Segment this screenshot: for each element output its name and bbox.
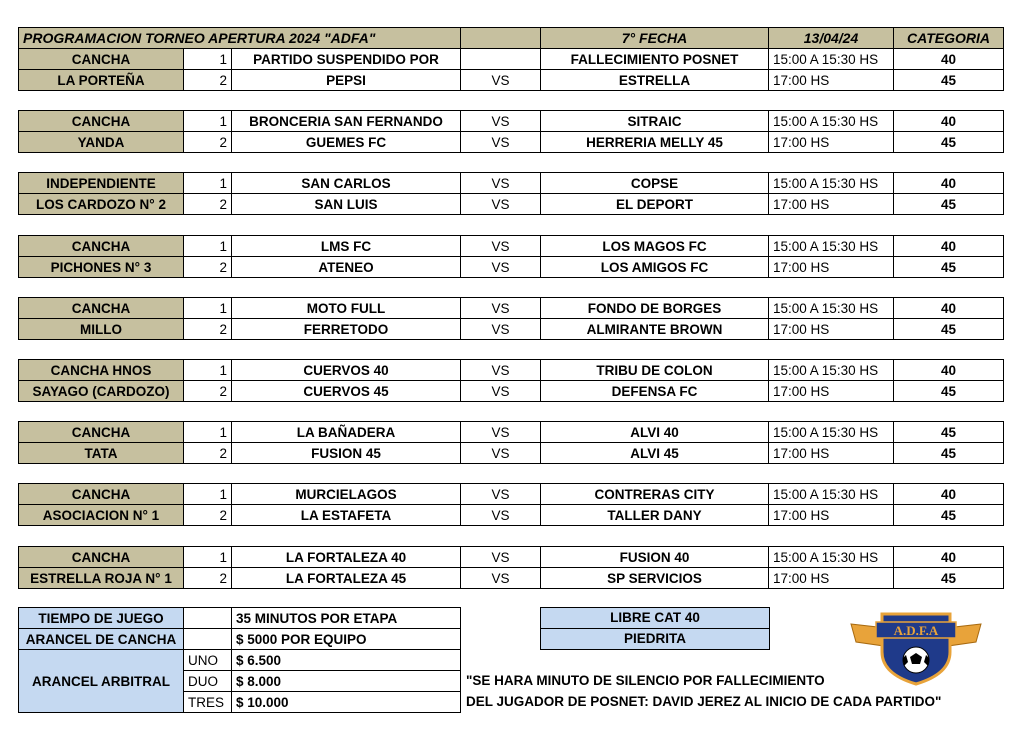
- match-time: 15:00 A 15:30 HS: [769, 360, 894, 381]
- home-team: CUERVOS 40: [232, 360, 461, 381]
- match-number: 2: [184, 132, 232, 153]
- match-row: [19, 443, 1004, 464]
- venue-block: [18, 421, 1004, 464]
- match-category: 40: [894, 49, 1004, 70]
- vs-label: VS: [461, 257, 541, 278]
- match-number: 2: [184, 443, 232, 464]
- match-category: 45: [894, 568, 1004, 589]
- vs-label: VS: [461, 194, 541, 215]
- away-team: LOS AMIGOS FC: [541, 257, 769, 278]
- match-number: 1: [184, 298, 232, 319]
- vs-label: VS: [461, 547, 541, 568]
- arbitral-uno-label: UNO: [184, 650, 232, 671]
- away-team: EL DEPORT: [541, 194, 769, 215]
- header-row: [18, 27, 1004, 49]
- match-number: 1: [184, 422, 232, 443]
- match-row: [19, 49, 1004, 70]
- match-number: 2: [184, 568, 232, 589]
- match-category: 45: [894, 194, 1004, 215]
- libre-box: [540, 607, 770, 650]
- vs-label: VS: [461, 360, 541, 381]
- match-category: 40: [894, 547, 1004, 568]
- away-team: COPSE: [541, 173, 769, 194]
- arancel-arbitral-label: ARANCEL ARBITRAL: [19, 650, 184, 713]
- arancel-cancha-value: $ 5000 POR EQUIPO: [232, 629, 461, 650]
- venue-block: [18, 110, 1004, 153]
- match-time: 17:00 HS: [769, 568, 894, 589]
- venue-block: [18, 172, 1004, 215]
- venue-block: [18, 359, 1004, 402]
- date-label: 13/04/24: [769, 28, 894, 49]
- note-line-2: DEL JUGADOR DE POSNET: DAVID JEREZ AL INICIO DE CADA PARTIDO": [466, 694, 942, 709]
- arbitral-uno-value: $ 6.500: [232, 650, 461, 671]
- match-row: [19, 422, 1004, 443]
- venue-block: [18, 48, 1004, 91]
- venue-name-line-1: CANCHA HNOS: [19, 360, 184, 381]
- venue-name-line-1: CANCHA: [19, 111, 184, 132]
- venue-name-line-2: ASOCIACION N° 1: [19, 505, 184, 526]
- match-category: 45: [894, 505, 1004, 526]
- vs-label: VS: [461, 443, 541, 464]
- match-number: 2: [184, 257, 232, 278]
- match-time: 17:00 HS: [769, 505, 894, 526]
- venue-block: [18, 546, 1004, 589]
- match-row: [19, 360, 1004, 381]
- match-row: [19, 132, 1004, 153]
- match-category: 45: [894, 422, 1004, 443]
- adfa-logo-icon: [846, 606, 986, 686]
- away-team: SITRAIC: [541, 111, 769, 132]
- match-time: 17:00 HS: [769, 443, 894, 464]
- match-row: [19, 319, 1004, 340]
- away-team: HERRERIA MELLY 45: [541, 132, 769, 153]
- home-team: ATENEO: [232, 257, 461, 278]
- arbitral-duo-label: DUO: [184, 671, 232, 692]
- match-time: 17:00 HS: [769, 381, 894, 402]
- venue-name-line-2: MILLO: [19, 319, 184, 340]
- match-number: 1: [184, 236, 232, 257]
- match-time: 15:00 A 15:30 HS: [769, 111, 894, 132]
- vs-label: VS: [461, 111, 541, 132]
- home-team: FUSION 45: [232, 443, 461, 464]
- match-number: 1: [184, 111, 232, 132]
- match-row: [19, 70, 1004, 91]
- match-category: 45: [894, 70, 1004, 91]
- match-number: 1: [184, 49, 232, 70]
- arbitral-duo-value: $ 8.000: [232, 671, 461, 692]
- match-category: 40: [894, 236, 1004, 257]
- venue-name-line-2: ESTRELLA ROJA N° 1: [19, 568, 184, 589]
- match-time: 17:00 HS: [769, 319, 894, 340]
- home-team: MURCIELAGOS: [232, 484, 461, 505]
- libre-category: LIBRE CAT 40: [610, 610, 700, 625]
- match-time: 15:00 A 15:30 HS: [769, 484, 894, 505]
- away-team: ALVI 45: [541, 443, 769, 464]
- match-number: 2: [184, 505, 232, 526]
- match-time: 15:00 A 15:30 HS: [769, 298, 894, 319]
- vs-label: VS: [461, 173, 541, 194]
- home-team: LMS FC: [232, 236, 461, 257]
- match-number: 1: [184, 547, 232, 568]
- match-category: 45: [894, 132, 1004, 153]
- away-team: ESTRELLA: [541, 70, 769, 91]
- header-blank: [461, 28, 541, 49]
- home-team: GUEMES FC: [232, 132, 461, 153]
- away-team: FONDO DE BORGES: [541, 298, 769, 319]
- home-team: LA ESTAFETA: [232, 505, 461, 526]
- match-category: 40: [894, 111, 1004, 132]
- venue-name-line-1: CANCHA: [19, 49, 184, 70]
- match-number: 1: [184, 360, 232, 381]
- home-team: LA BAÑADERA: [232, 422, 461, 443]
- match-number: 2: [184, 319, 232, 340]
- match-category: 40: [894, 484, 1004, 505]
- venue-name-line-2: LA PORTEÑA: [19, 70, 184, 91]
- match-row: [19, 298, 1004, 319]
- vs-label: VS: [461, 568, 541, 589]
- vs-label: VS: [461, 132, 541, 153]
- home-team: BRONCERIA SAN FERNANDO: [232, 111, 461, 132]
- info-table: [18, 607, 461, 713]
- categoria-header: CATEGORIA: [894, 28, 1004, 49]
- home-team: CUERVOS 45: [232, 381, 461, 402]
- match-number: 1: [184, 173, 232, 194]
- match-number: 2: [184, 194, 232, 215]
- match-time: 15:00 A 15:30 HS: [769, 422, 894, 443]
- match-row: [19, 381, 1004, 402]
- away-team: LOS MAGOS FC: [541, 236, 769, 257]
- vs-label: VS: [461, 319, 541, 340]
- venue-block: [18, 297, 1004, 340]
- away-team: FUSION 40: [541, 547, 769, 568]
- venue-name-line-1: CANCHA: [19, 298, 184, 319]
- venue-name-line-2: SAYAGO (CARDOZO): [19, 381, 184, 402]
- libre-team: PIEDRITA: [541, 628, 769, 649]
- match-row: [19, 173, 1004, 194]
- info-blank: [184, 608, 232, 629]
- vs-label: [461, 49, 541, 70]
- match-number: 2: [184, 70, 232, 91]
- match-category: 40: [894, 360, 1004, 381]
- match-row: [19, 194, 1004, 215]
- match-row: [19, 484, 1004, 505]
- venue-name-line-2: TATA: [19, 443, 184, 464]
- match-number: 1: [184, 484, 232, 505]
- vs-label: VS: [461, 381, 541, 402]
- match-category: 45: [894, 257, 1004, 278]
- home-team: SAN CARLOS: [232, 173, 461, 194]
- match-category: 45: [894, 319, 1004, 340]
- away-team: ALMIRANTE BROWN: [541, 319, 769, 340]
- venue-name-line-1: CANCHA: [19, 484, 184, 505]
- match-number: 2: [184, 381, 232, 402]
- away-team: FALLECIMIENTO POSNET: [541, 49, 769, 70]
- away-team: DEFENSA FC: [541, 381, 769, 402]
- vs-label: VS: [461, 236, 541, 257]
- vs-label: VS: [461, 422, 541, 443]
- note-line-1: "SE HARA MINUTO DE SILENCIO POR FALLECIMIENTO: [466, 673, 825, 688]
- away-team: ALVI 40: [541, 422, 769, 443]
- venue-block: [18, 235, 1004, 278]
- venue-name-line-1: CANCHA: [19, 547, 184, 568]
- venue-name-line-1: INDEPENDIENTE: [19, 173, 184, 194]
- home-team: SAN LUIS: [232, 194, 461, 215]
- tiempo-value: 35 MINUTOS POR ETAPA: [232, 608, 461, 629]
- venue-name-line-2: YANDA: [19, 132, 184, 153]
- match-category: 45: [894, 443, 1004, 464]
- match-category: 45: [894, 381, 1004, 402]
- venue-name-line-2: LOS CARDOZO N° 2: [19, 194, 184, 215]
- match-time: 17:00 HS: [769, 257, 894, 278]
- match-time: 15:00 A 15:30 HS: [769, 173, 894, 194]
- venue-name-line-1: CANCHA: [19, 422, 184, 443]
- info-blank: [184, 629, 232, 650]
- match-time: 17:00 HS: [769, 194, 894, 215]
- away-team: TRIBU DE COLON: [541, 360, 769, 381]
- away-team: TALLER DANY: [541, 505, 769, 526]
- venue-name-line-1: CANCHA: [19, 236, 184, 257]
- away-team: CONTRERAS CITY: [541, 484, 769, 505]
- match-time: 15:00 A 15:30 HS: [769, 547, 894, 568]
- page-title: PROGRAMACION TORNEO APERTURA 2024 "ADFA": [19, 28, 461, 49]
- match-row: [19, 111, 1004, 132]
- match-row: [19, 257, 1004, 278]
- venue-name-line-2: PICHONES N° 3: [19, 257, 184, 278]
- match-time: 17:00 HS: [769, 70, 894, 91]
- match-row: [19, 236, 1004, 257]
- vs-label: VS: [461, 505, 541, 526]
- match-time: 17:00 HS: [769, 132, 894, 153]
- home-team: LA FORTALEZA 40: [232, 547, 461, 568]
- arbitral-tres-label: TRES: [184, 692, 232, 713]
- tiempo-label: TIEMPO DE JUEGO: [19, 608, 184, 629]
- match-time: 15:00 A 15:30 HS: [769, 236, 894, 257]
- match-category: 40: [894, 173, 1004, 194]
- home-team: MOTO FULL: [232, 298, 461, 319]
- home-team: PEPSI: [232, 70, 461, 91]
- away-team: SP SERVICIOS: [541, 568, 769, 589]
- arancel-cancha-label: ARANCEL DE CANCHA: [19, 629, 184, 650]
- match-row: [19, 568, 1004, 589]
- vs-label: VS: [461, 484, 541, 505]
- match-row: [19, 505, 1004, 526]
- home-team: LA FORTALEZA 45: [232, 568, 461, 589]
- home-team: FERRETODO: [232, 319, 461, 340]
- vs-label: VS: [461, 298, 541, 319]
- match-category: 40: [894, 298, 1004, 319]
- match-time: 15:00 A 15:30 HS: [769, 49, 894, 70]
- home-team: PARTIDO SUSPENDIDO POR: [232, 49, 461, 70]
- arbitral-tres-value: $ 10.000: [232, 692, 461, 713]
- vs-label: VS: [461, 70, 541, 91]
- fecha-label: 7° FECHA: [541, 28, 769, 49]
- match-row: [19, 547, 1004, 568]
- svg-text:A.D.F.A: A.D.F.A: [893, 623, 939, 638]
- venue-block: [18, 483, 1004, 526]
